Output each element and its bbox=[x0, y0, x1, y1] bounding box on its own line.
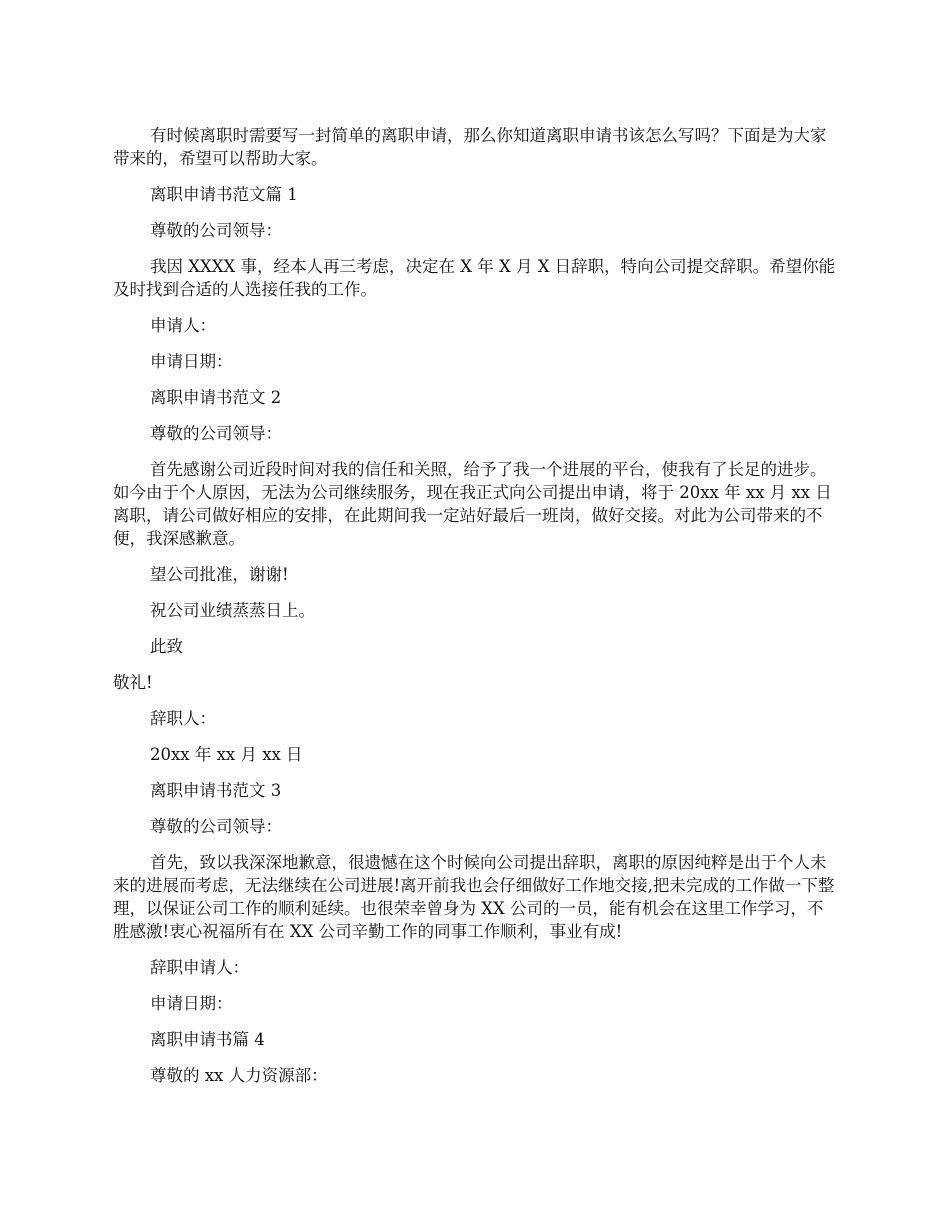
wishes-line: 祝公司业绩蒸蒸日上。 bbox=[150, 601, 315, 620]
application-date-line: 申请日期： bbox=[150, 994, 233, 1013]
intro-paragraph: 有时候离职时需要写一封简单的离职申请，那么你知道离职申请书该怎么写吗？下面是为大家带来的，希望可以帮助大家。 bbox=[113, 126, 827, 168]
salutation: 尊敬的 xx 人力资源部： bbox=[150, 1066, 328, 1085]
closing-line: 此致 bbox=[150, 637, 183, 656]
resignation-applicant-line: 辞职申请人： bbox=[150, 958, 249, 977]
section-heading-3: 离职申请书范文 3 bbox=[150, 781, 282, 800]
date-line: 20xx 年 xx 月 xx 日 bbox=[150, 745, 303, 764]
document-page bbox=[113, 124, 837, 1100]
application-date-line: 申请日期： bbox=[150, 352, 233, 371]
applicant-line: 申请人： bbox=[150, 316, 216, 335]
section-heading-2: 离职申请书范文 2 bbox=[150, 388, 282, 407]
request-approval-line: 望公司批准，谢谢! bbox=[150, 565, 289, 584]
section-heading-4: 离职申请书篇 4 bbox=[150, 1030, 265, 1049]
regards-line: 敬礼! bbox=[113, 673, 153, 692]
salutation: 尊敬的公司领导： bbox=[150, 424, 282, 443]
salutation: 尊敬的公司领导： bbox=[150, 221, 282, 240]
body-paragraph: 我因 XXXX 事，经本人再三考虑，决定在 X 年 X 月 X 日辞职，特向公司提交辞职。希望你能及时找到合适的人选接任我的工作。 bbox=[113, 257, 836, 299]
resigner-line: 辞职人： bbox=[150, 709, 216, 728]
body-paragraph: 首先，致以我深深地歉意，很遗憾在这个时候向公司提出辞职，离职的原因纯粹是出于个人未来的进展而考虑，无法继续在公司进展!离开前我也会仔细做好工作地交接,把未完成的工作做一下整理，以保证公司工作的顺利延续。也很荣幸曾身为 XX 公司的一员，能有机会在这里工作学习，不胜感激!衷心祝福所有在 XX 公司辛勤工作的同事工作顺利，事业有成! bbox=[113, 853, 835, 941]
section-heading-1: 离职申请书范文篇 1 bbox=[150, 185, 298, 204]
salutation: 尊敬的公司领导： bbox=[150, 817, 282, 836]
body-paragraph: 首先感谢公司近段时间对我的信任和关照，给予了我一个进展的平台，使我有了长足的进步。如今由于个人原因，无法为公司继续服务，现在我正式向公司提出申请，将于 20xx 年 xx 月 xx 日离职，请公司做好相应的安排，在此期间我一定站好最后一班岗，做好交接。对此为公司带来的不便，我深感歉意。 bbox=[113, 460, 832, 548]
